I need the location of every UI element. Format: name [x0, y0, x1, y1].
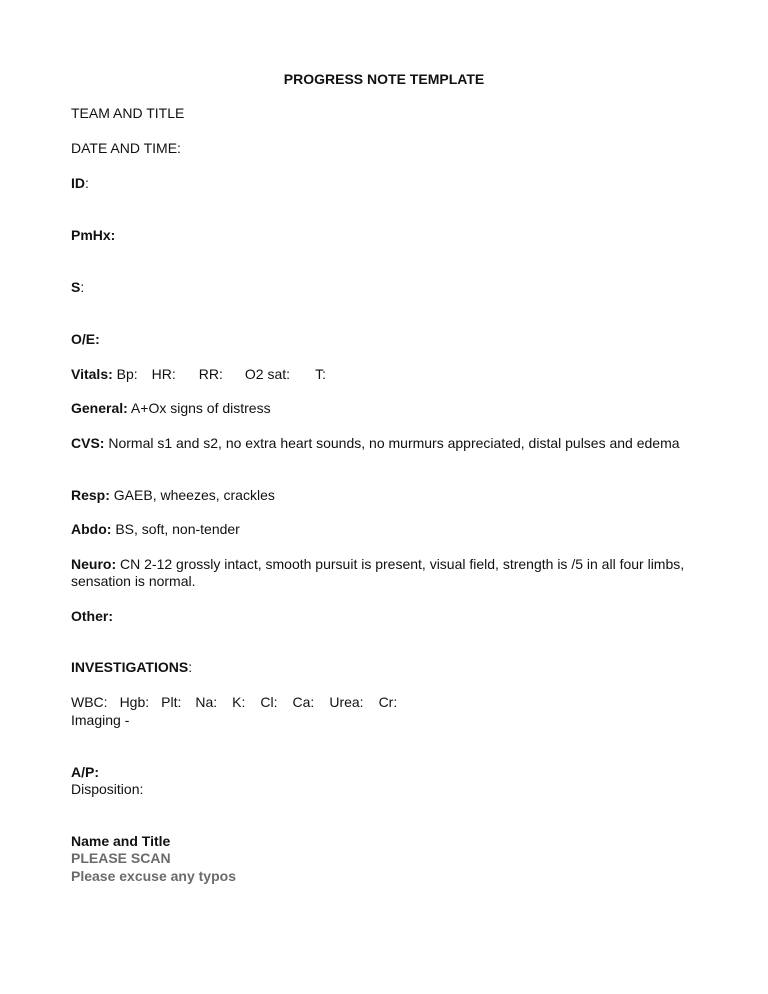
abdo-text: BS, soft, non-tender [111, 521, 240, 537]
lab-plt: Plt: [161, 694, 182, 710]
lab-hgb: Hgb: [119, 694, 150, 710]
s-suffix: : [80, 279, 85, 295]
pmhx-label: PmHx: [71, 227, 116, 243]
lab-cr: Cr: [378, 694, 398, 710]
vital-bp: Bp: [116, 366, 138, 382]
vitals-line [71, 366, 326, 383]
investigations-line [71, 659, 192, 676]
general-text: A+Ox signs of distress [127, 400, 271, 416]
resp-text: GAEB, wheezes, crackles [109, 487, 275, 503]
cvs-label: CVS: [71, 435, 105, 451]
resp-label: Resp: [71, 487, 110, 503]
please-scan-text: PLEASE SCAN [71, 850, 171, 866]
ap-line [71, 764, 99, 781]
signature-name-title [71, 833, 170, 850]
general-line [71, 400, 271, 417]
other-label: Other: [71, 608, 113, 624]
typos-text: Please excuse any typos [71, 868, 236, 884]
id-label: ID [71, 175, 85, 191]
id-suffix: : [85, 175, 89, 191]
s-label: S [71, 279, 81, 295]
oe-label: O/E: [71, 331, 100, 347]
vitals-label: Vitals: [71, 366, 113, 382]
team-and-title-line: TEAM AND TITLE [71, 105, 185, 121]
lab-na: Na: [195, 694, 218, 710]
neuro-line [71, 556, 696, 590]
vital-rr: RR: [198, 366, 223, 382]
cvs-text: Normal s1 and s2, no extra heart sounds, no murmurs appreciated, distal pulses and edema [104, 435, 680, 451]
abdo-line [71, 521, 240, 538]
vital-temp: T: [315, 366, 326, 382]
cvs-line [71, 435, 701, 452]
investigations-label: INVESTIGATIONS [71, 659, 189, 675]
pmhx-line [71, 227, 115, 244]
investigations-suffix: : [188, 659, 193, 675]
vital-hr: HR: [151, 366, 176, 382]
neuro-text: CN 2-12 grossly intact, smooth pursuit is present, visual field, strength is /5 in all four limbs, sensation is normal. [71, 556, 685, 589]
lab-k: K: [232, 694, 246, 710]
id-line [71, 175, 89, 192]
disposition-line: Disposition: [71, 781, 144, 797]
lab-cl: Cl: [260, 694, 278, 710]
document-title: PROGRESS NOTE TEMPLATE [283, 71, 485, 87]
name-and-title-label: Name and Title [71, 833, 171, 849]
oe-line [71, 331, 100, 348]
labs-line [71, 694, 397, 711]
other-line [71, 608, 113, 625]
ap-label: A/P: [71, 764, 99, 780]
lab-urea: Urea: [329, 694, 364, 710]
imaging-line: Imaging - [71, 712, 130, 728]
resp-line [71, 487, 275, 504]
lab-ca: Ca: [292, 694, 315, 710]
neuro-label: Neuro: [71, 556, 117, 572]
date-and-time-line: DATE AND TIME: [71, 140, 181, 156]
abdo-label: Abdo: [71, 521, 112, 537]
lab-wbc: WBC: [71, 694, 108, 710]
vital-o2-sat: O2 sat: [244, 366, 291, 382]
s-line [71, 279, 84, 296]
general-label: General: [71, 400, 128, 416]
